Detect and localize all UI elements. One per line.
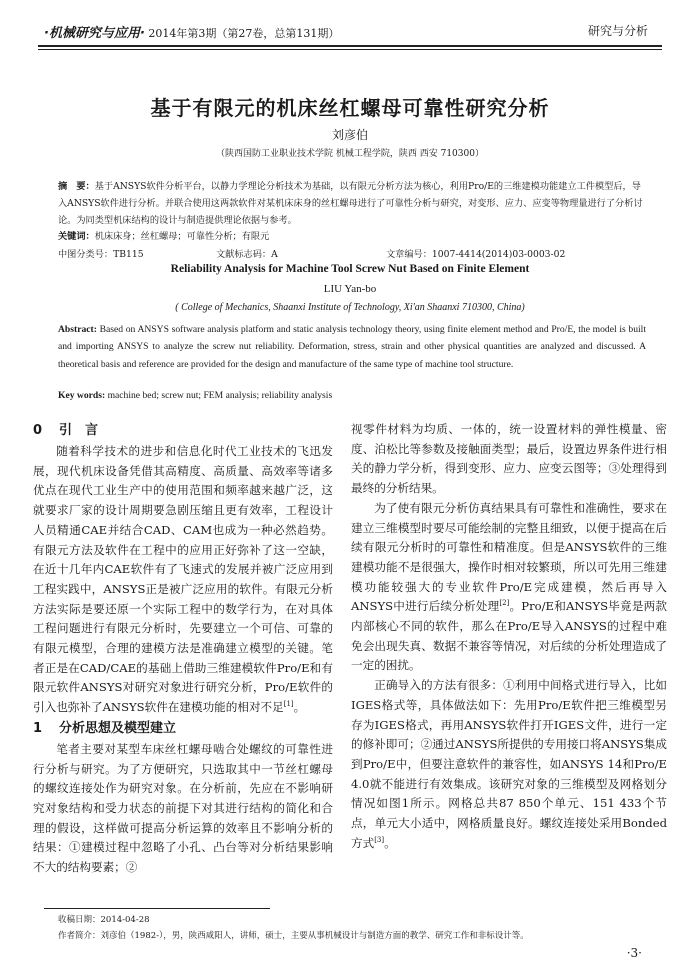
author-bio: 作者简介：刘彦伯（1982-），男，陕西咸阳人，讲师，硕士，主要从事机械设计与制造方面的教学、研究工作和非标设计等。	[58, 931, 529, 941]
paper-title-en: Reliability Analysis for Machine Tool Screw Nut Based on Finite Element	[170, 263, 530, 275]
keywords-cn-text: 机床床身；丝杠螺母；可靠性分析；有限元	[94, 231, 270, 242]
paragraph: 笔者主要对某型车床丝杠螺母啮合处螺纹的可靠性进行分析与研究。为了方便研究，只选取其中一节丝杠螺母的螺纹连接处作为研究对象。在分析前，先应在不影响研究对象结构和受力状态的前提下对其进行结构的简化和合理的假设，这样做可提高分析运算的效率且不影响分析的结果：①建模过程中忽略了小孔、凸台等对分析结果影响不大的结构要素；②	[33, 741, 333, 875]
body-column-left	[33, 420, 333, 878]
section-heading-0	[33, 420, 333, 442]
affiliation-en: ( College of Mechanics, Shaanxi Institute of Technology, Xi'an Shaanxi 710300, China)	[175, 302, 525, 313]
author-en: LIU Yan-bo	[323, 283, 377, 295]
paragraph-text: 随着科学技术的进步和信息化时代工业技术的飞迅发展，现代机床设备凭借其高精度、高质量、高效率等诸多优点在现代工业生产中的使用范围和频率越来越广泛，这就要求厂家的设计周期要急剧压缩且更有效率，工程设计人员精通CAE并结合CAD、CAM也成为一种必然趋势。有限元方法及软件在工程中的应用正好弥补了这一空缺，在近十几年内CAE软件有了飞速式的发展并被广泛应用到工程实践中，ANSYS正是被广泛应用的软件。有限元分析方法实际是要还原一个实际工程中的数学行为，在对具体工程问题进行有限元分析时，先要建立一个可信、可靠的有限元模型，合理的建模方法是准确建立模型的关键。笔者正是在CAD/CAE的基础上借助三维建模软件Pro/E和有限元软件ANSYS对研究对象进行研究分析，Pro/E软件的引入也弥补了ANSYS软件在建模功能的相对不足	[33, 444, 333, 715]
header-rule-thin	[38, 49, 662, 50]
paragraph-text-cont: 。Pro/E和ANSYS毕竟是两款内部核心不同的软件，那么在Pro/E导入ANSYS的过程中难免会出现失真、数据不兼容等情况，对后续的分析处理造成了一定的困扰。	[351, 599, 668, 673]
received-date: 收稿日期：2014-04-28	[58, 915, 150, 925]
section-heading-1	[33, 718, 333, 740]
paragraph-text: 正确导入的方法有很多：①利用中间格式进行导入，比如IGES格式等，具体做法如下：先用Pro/E软件把三维模型另存为IGES格式，再用ANSYS软件打开IGES文件，进行一定的修补即可；②通过ANSYS所提供的专用接口将ANSYS集成到Pro/E中，但要注意软件的兼容性，如ANSYS 14和Pro/E 4.0就不能进行有效集成。该研究对象的三维模型及网格划分情况如图1所示。网格总共87 850个单元、151 433个节点，单元大小适中，网格质量良好。螺纹连接处采用Bonded方式	[351, 678, 667, 850]
abstract-cn-label: 摘 要：	[58, 181, 95, 192]
keywords-en-text: machine bed; screw nut; FEM analysis; reliability analysis	[105, 390, 333, 401]
keywords-cn-label: 关键词：	[58, 231, 95, 242]
abstract-en-label: Abstract:	[58, 324, 97, 335]
section-label: 研究与分析	[587, 24, 648, 38]
citation: [3]	[374, 835, 385, 844]
issue-info: 2014年第3期（第27卷，总第131期）	[148, 27, 340, 40]
abstract-cn	[58, 178, 646, 229]
journal-name: ·机械研究与应用·	[44, 26, 145, 41]
running-header-left	[44, 22, 339, 41]
section-number: 0	[33, 423, 43, 438]
abstract-en-text: Based on ANSYS software analysis platform and static analysis technology theory, using finite element method and Pro/E, the model is built and importing ANSYS to analyze the screw nut reliability. Deformation, stress, strain and other physical quantities are analyzed and discussed. A theoretical basis and reference are provided for the design and manufacture of the same type of machine tool structure.	[58, 324, 646, 370]
section-title: 分析思想及模型建立	[59, 720, 177, 736]
keywords-cn	[58, 228, 646, 242]
citation: [2]	[499, 599, 510, 608]
keywords-en	[58, 390, 646, 401]
abstract-en	[58, 321, 646, 373]
paragraph-end: 。	[384, 835, 396, 850]
page-number: ·3·	[626, 946, 642, 960]
paragraph	[351, 499, 667, 676]
paragraph-continued: 视零件材料为均质、一体的，统一设置材料的弹性模量、密度、泊松比等参数及接触面类型；最后，设置边界条件进行相关的静力学分析，得到变形、应力、应变云图等；③处理得到最终的分析结果。	[351, 422, 667, 496]
article-number: 文章编号：1007-4414(2014)03-0003-02	[386, 249, 566, 260]
section-title: 引 言	[59, 423, 99, 438]
abstract-cn-text: 基于ANSYS软件分析平台，以静力学理论分析技术为基础，以有限元分析方法为核心，利用Pro/E的三维建模功能建立工件模型后，导入ANSYS软件进行分析。并联合使用这两款软件对某机床床身的丝杠螺母进行了可靠性分析与研究，对变形、应力、应变等物理量进行了分析讨论。为同类型机床结构的设计与制造提供理论依据与参考。	[58, 181, 643, 226]
footnote-rule	[44, 908, 270, 909]
affiliation-cn: （陕西国防工业职业技术学院 机械工程学院，陕西 西安 710300）	[216, 149, 484, 159]
keywords-en-label: Key words:	[58, 390, 106, 401]
body-column-right	[351, 420, 667, 853]
clc-number: 中图分类号：TB115	[58, 249, 144, 260]
paragraph	[33, 442, 333, 718]
citation: [1]	[283, 700, 294, 709]
header-rule	[38, 45, 662, 47]
paragraph	[351, 676, 667, 853]
paragraph-text: 为了使有限元分析仿真结果具有可靠性和准确性，要求在建立三维模型时要尽可能绘制的完整且细致，以便于提高在后续有限元分析时的可靠性和精准度。但是ANSYS软件的三维建模功能不是很强大，操作时相对较繁琐，所以可先用三维建模功能较强大的专业软件Pro/E完成建模，然后再导入ANSYS中进行后续分析处理	[351, 500, 667, 614]
document-code: 文献标志码：A	[216, 249, 278, 260]
paper-title-cn: 基于有限元的机床丝杠螺母可靠性研究分析	[150, 96, 550, 120]
section-number: 1	[33, 720, 43, 736]
paragraph-end: 。	[293, 700, 306, 715]
author-cn: 刘彦伯	[331, 128, 368, 142]
